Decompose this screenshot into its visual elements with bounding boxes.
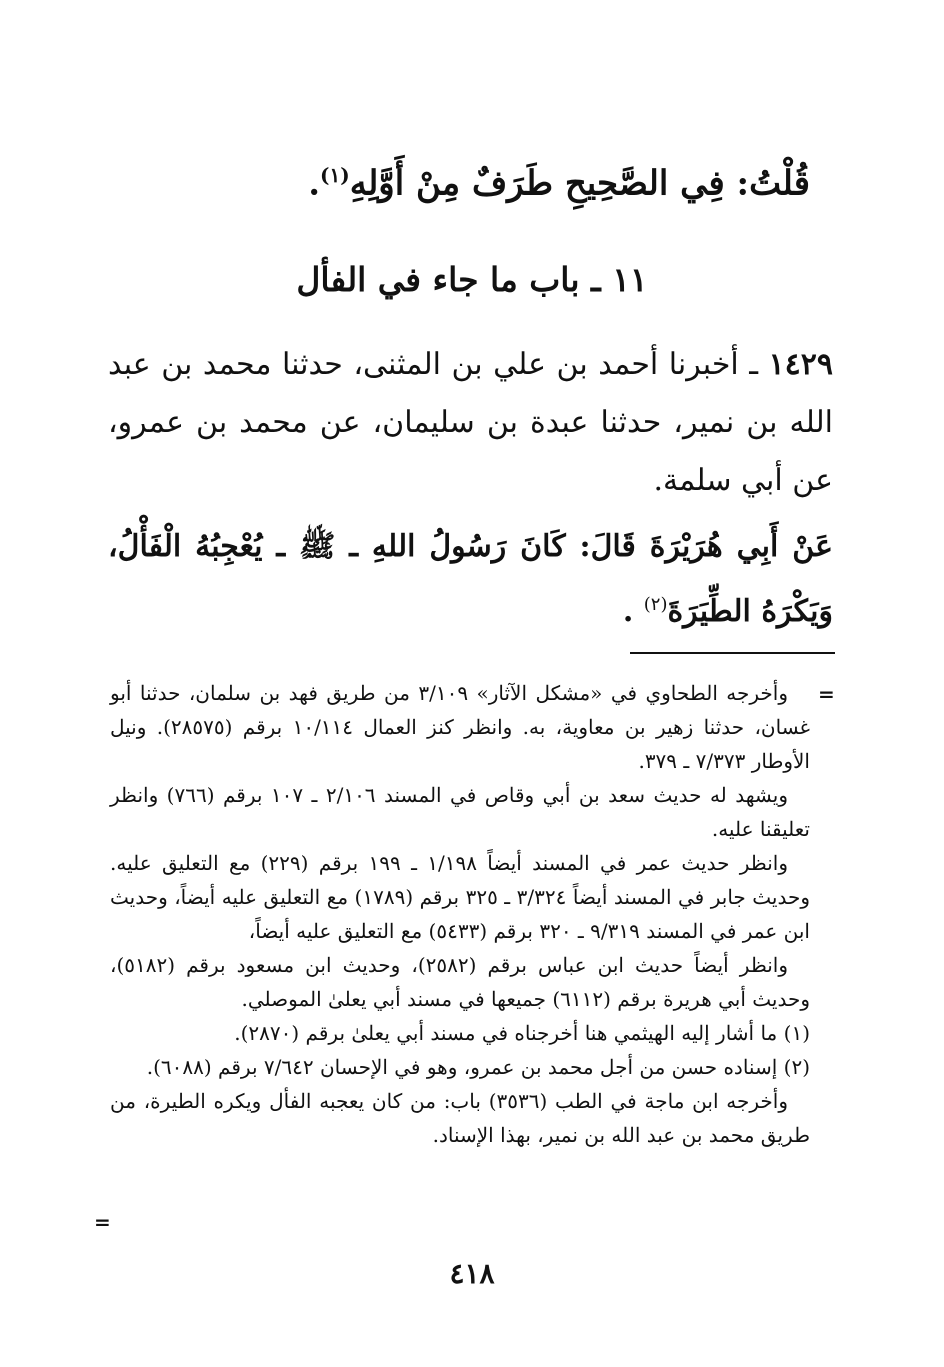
footnotes (110, 676, 810, 1152)
footnote-reference-1[interactable]: (١) (320, 163, 350, 187)
matn-end: . (622, 594, 644, 629)
continuation-mark-top: = (818, 682, 835, 706)
hadith-isnad (108, 336, 833, 510)
footnote-2: (٢) إسناده حسن من أجل محمد بن عمرو، وهو في الإحسان ٧/٦٤٢ برقم (٦٠٨٨). (146, 1055, 810, 1079)
qult-end: . (308, 163, 321, 204)
qult-statement (290, 145, 810, 213)
chapter-title: ١١ ـ باب ما جاء في الفأل (296, 260, 648, 299)
hadith-number: ١٤٢٩ (768, 347, 833, 382)
footnote-paragraph: وانظر حديث عمر في المسند أيضاً ١/١٩٨ ـ ١٩٩ برقم (٢٢٩) مع التعليق عليه. وحديث جابر في المسند أيضاً ٣/٣٢٤ ـ ٣٢٥ برقم (١٧٨٩) مع التعليق عليه أيضاً، وحديث ابن عمر في المسند ٩/٣١٩ ـ ٣٢٠ برقم (٥٤٣٣) مع التعليق عليه أيضاً، (110, 851, 810, 943)
footnote-1: (١) ما أشار إليه الهيثمي هنا أخرجناه في مسند أبي يعلىٰ برقم (٢٨٧٠). (234, 1021, 810, 1045)
footnote-reference-2[interactable]: (٢) (643, 594, 668, 615)
hadith-matn (108, 518, 833, 641)
continuation-mark-bottom: = (94, 1210, 111, 1234)
qult-text: قُلْتُ: فِي الصَّحِيحِ طَرَفٌ مِنْ أَوَّلِهِ (349, 163, 810, 204)
footnote-paragraph: ويشهد له حديث سعد بن أبي وقاص في المسند ٢/١٠٦ ـ ١٠٧ برقم (٧٦٦) وانظر تعليقنا عليه. (110, 783, 810, 841)
footnote-paragraph: وأخرجه ابن ماجة في الطب (٣٥٣٦) باب: من كان يعجبه الفأل ويكره الطيرة، من طريق محمد بن عبد الله بن نمير، بهذا الإسناد. (110, 1089, 810, 1147)
footnote-paragraph: وأخرجه الطحاوي في «مشكل الآثار» ٣/١٠٩ من طريق فهد بن سلمان، حدثنا أبو غسان، حدثنا زهير بن معاوية، به. وانظر كنز العمال ١٠/١١٤ برقم (٢٨٥٧٥). ونيل الأوطار ٧/٣٧٣ ـ ٣٧٩. (110, 681, 810, 773)
isnad-text: ـ أخبرنا أحمد بن علي بن المثنى، حدثنا محمد بن عبد الله بن نمير، حدثنا عبدة بن سليمان، عن محمد بن عمرو، عن أبي سلمة. (108, 347, 833, 498)
footnote-paragraph: وانظر أيضاً حديث ابن عباس برقم (٢٥٨٢)، وحديث ابن مسعود برقم (٥١٨٢)، وحديث أبي هريرة برقم (٦١١٢) جميعها في مسند أبي يعلىٰ الموصلي. (110, 953, 810, 1011)
matn-text: عَنْ أَبِي هُرَيْرَةَ قَالَ: كَانَ رَسُولُ اللهِ ـ ﷺ ـ يُعْجِبُهُ الْفَأْلُ، وَيَكْرَهُ الطِّيَرَةَ (108, 529, 833, 629)
footnote-separator (630, 652, 835, 654)
page-number: ٤١٨ (449, 1257, 495, 1290)
